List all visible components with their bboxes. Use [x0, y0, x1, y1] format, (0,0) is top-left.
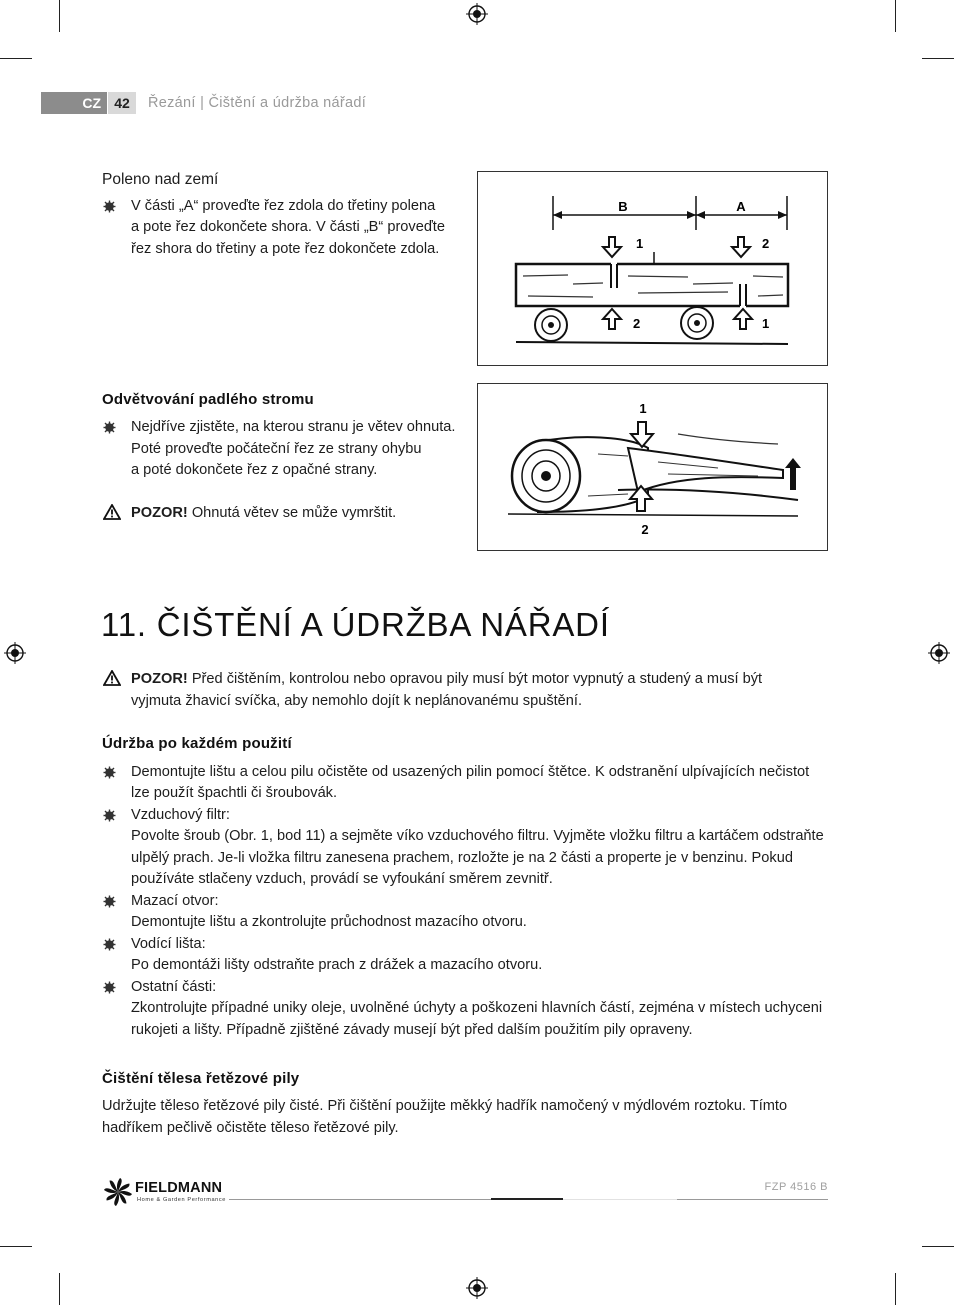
paragraph-line: ulpělý prach. Je-li vložka filtru zanesena prachem, rozložte je na 2 části a properte je v benzinu. Pokud [131, 850, 793, 866]
arrow-up-icon [603, 309, 621, 329]
crop-mark [0, 1246, 32, 1247]
paragraph-line: Demontujte lištu a zkontrolujte průchodnost mazacího otvoru. [131, 914, 527, 930]
limbing-illustration [478, 384, 827, 550]
footer-rule-light [563, 1199, 677, 1200]
crop-mark [922, 58, 954, 59]
warning-label: POZOR! [131, 671, 188, 687]
paragraph-line: hadříkem pečlivě očistěte těleso řetězové pily. [102, 1120, 399, 1136]
brand-name: FIELDMANN [135, 1180, 223, 1196]
arrow-down-icon [603, 237, 621, 257]
paragraph-line: V části „A“ proveďte řez zdola do třetiny polena [131, 198, 436, 214]
arrow-label: 2 [633, 316, 641, 331]
registration-mark-icon [466, 1277, 488, 1299]
arrow-down-icon [732, 237, 750, 257]
paragraph-line: Udržujte těleso řetězové pily čisté. Při čištění použijte měkký hadřík namočený v mýdlovém roztoku. Tímto [102, 1098, 788, 1114]
bullet-icon [103, 200, 116, 213]
spring-back-arrow-icon [785, 458, 801, 490]
dimension-label-a: A [736, 199, 746, 214]
crop-mark [895, 0, 896, 32]
paragraph-line: rukojeti a lišty. Případně zjištěné závady musejí být před dalším použitím pily opraveny. [131, 1022, 693, 1038]
paragraph-line: a pote řez dokončete shora. V části „B“ proveďte [131, 219, 445, 235]
crop-mark [59, 0, 60, 32]
warning-line [131, 503, 396, 525]
paragraph-line: Demontujte lištu a celou pilu očistěte od usazených pilin pomocí štětce. K odstranění ulpívajících nečistot [131, 764, 810, 780]
bullet-icon [103, 895, 116, 908]
crop-mark [0, 58, 32, 59]
arrow-label: 2 [762, 236, 770, 251]
crop-mark [922, 1246, 954, 1247]
paragraph-line: Nejdříve zjistěte, na kterou stranu je větev ohnuta. [131, 419, 456, 435]
paragraph-line: Zkontrolujte případné uniky oleje, uvolněné úchyty a poškozeni hlavních částí, zejména v místech uchyceni [131, 1000, 823, 1016]
paragraph-line: lze použít špachtli či šroubovák. [131, 785, 338, 801]
registration-mark-icon [928, 642, 950, 664]
paragraph-line: Po demontáži lišty odstraňte prach z drážek a mazacího otvoru. [131, 957, 543, 973]
fieldmann-logo-icon [103, 1177, 133, 1207]
crop-mark [59, 1273, 60, 1305]
warning-text-continued: vyjmuta žhavicí svíčka, aby nemohlo dojít k neplánovanému spuštění. [131, 693, 583, 709]
log-support [535, 309, 567, 341]
arrow-label: 2 [641, 522, 649, 537]
section-heading-cleaning: Čištění tělesa řetězové pily [102, 1070, 300, 1087]
warning-line [131, 669, 762, 691]
paragraph-line: používáte stlačeny vzduch, provádí se vyfoukání směrem zevnitř. [131, 871, 553, 887]
arrow-label: 1 [762, 316, 770, 331]
section-heading-limbing: Odvětvování padlého stromu [102, 391, 314, 408]
paragraph-line: Mazací otvor: [131, 893, 219, 909]
footer-rule-accent [491, 1198, 563, 1200]
section-heading-maintenance: Údržba po každém použití [102, 735, 292, 752]
bullet-icon [103, 421, 116, 434]
registration-mark-icon [466, 3, 488, 25]
bullet-icon [103, 766, 116, 779]
page-number: 42 [108, 92, 136, 114]
paragraph-line: Vzduchový filtr: [131, 807, 230, 823]
brand-tagline: Home & Garden Performance [137, 1197, 226, 1203]
warning-text: Před čištěním, kontrolou nebo opravou pily musí být motor vypnutý a studený a musí být [191, 671, 763, 687]
running-header-title: Řezání | Čištění a údržba nářadí [148, 95, 367, 111]
arrow-up-icon [734, 309, 752, 329]
paragraph-line: Povolte šroub (Obr. 1, bod 11) a sejměte víko vzduchového filtru. Vyjměte vložku filtru a kartáčem odstraňte [131, 828, 824, 844]
bullet-icon [103, 809, 116, 822]
bullet-icon [103, 981, 116, 994]
arrow-label: 1 [636, 236, 644, 251]
warning-label: POZOR! [131, 505, 188, 521]
section-heading-log: Poleno nad zemí [102, 171, 219, 188]
crop-mark [895, 1273, 896, 1305]
figure-limbing [477, 383, 828, 551]
log-support [681, 307, 713, 339]
chapter-title: 11. ČIŠTĚNÍ A ÚDRŽBA NÁŘADÍ [101, 606, 610, 643]
warning-icon [103, 670, 121, 686]
paragraph-line: a poté dokončete řez z opačné strany. [131, 462, 378, 478]
paragraph-line: Poté proveďte počáteční řez ze strany ohybu [131, 441, 422, 457]
registration-mark-icon [4, 642, 26, 664]
language-tag: CZ [41, 92, 107, 114]
paragraph-line: Ostatní části: [131, 979, 217, 995]
figure-log-cutting [477, 171, 828, 366]
paragraph-line: řez shora do třetiny a pote řez dokončete zdola. [131, 241, 440, 257]
paragraph-line: Vodící lišta: [131, 936, 206, 952]
bullet-icon [103, 938, 116, 951]
warning-text: Ohnutá větev se může vymrštit. [191, 505, 397, 521]
model-number: FZP 4516 B [764, 1181, 828, 1193]
warning-icon [103, 504, 121, 520]
arrow-label: 1 [639, 401, 647, 416]
dimension-label-b: B [618, 199, 628, 214]
log-cutting-illustration [478, 172, 827, 365]
